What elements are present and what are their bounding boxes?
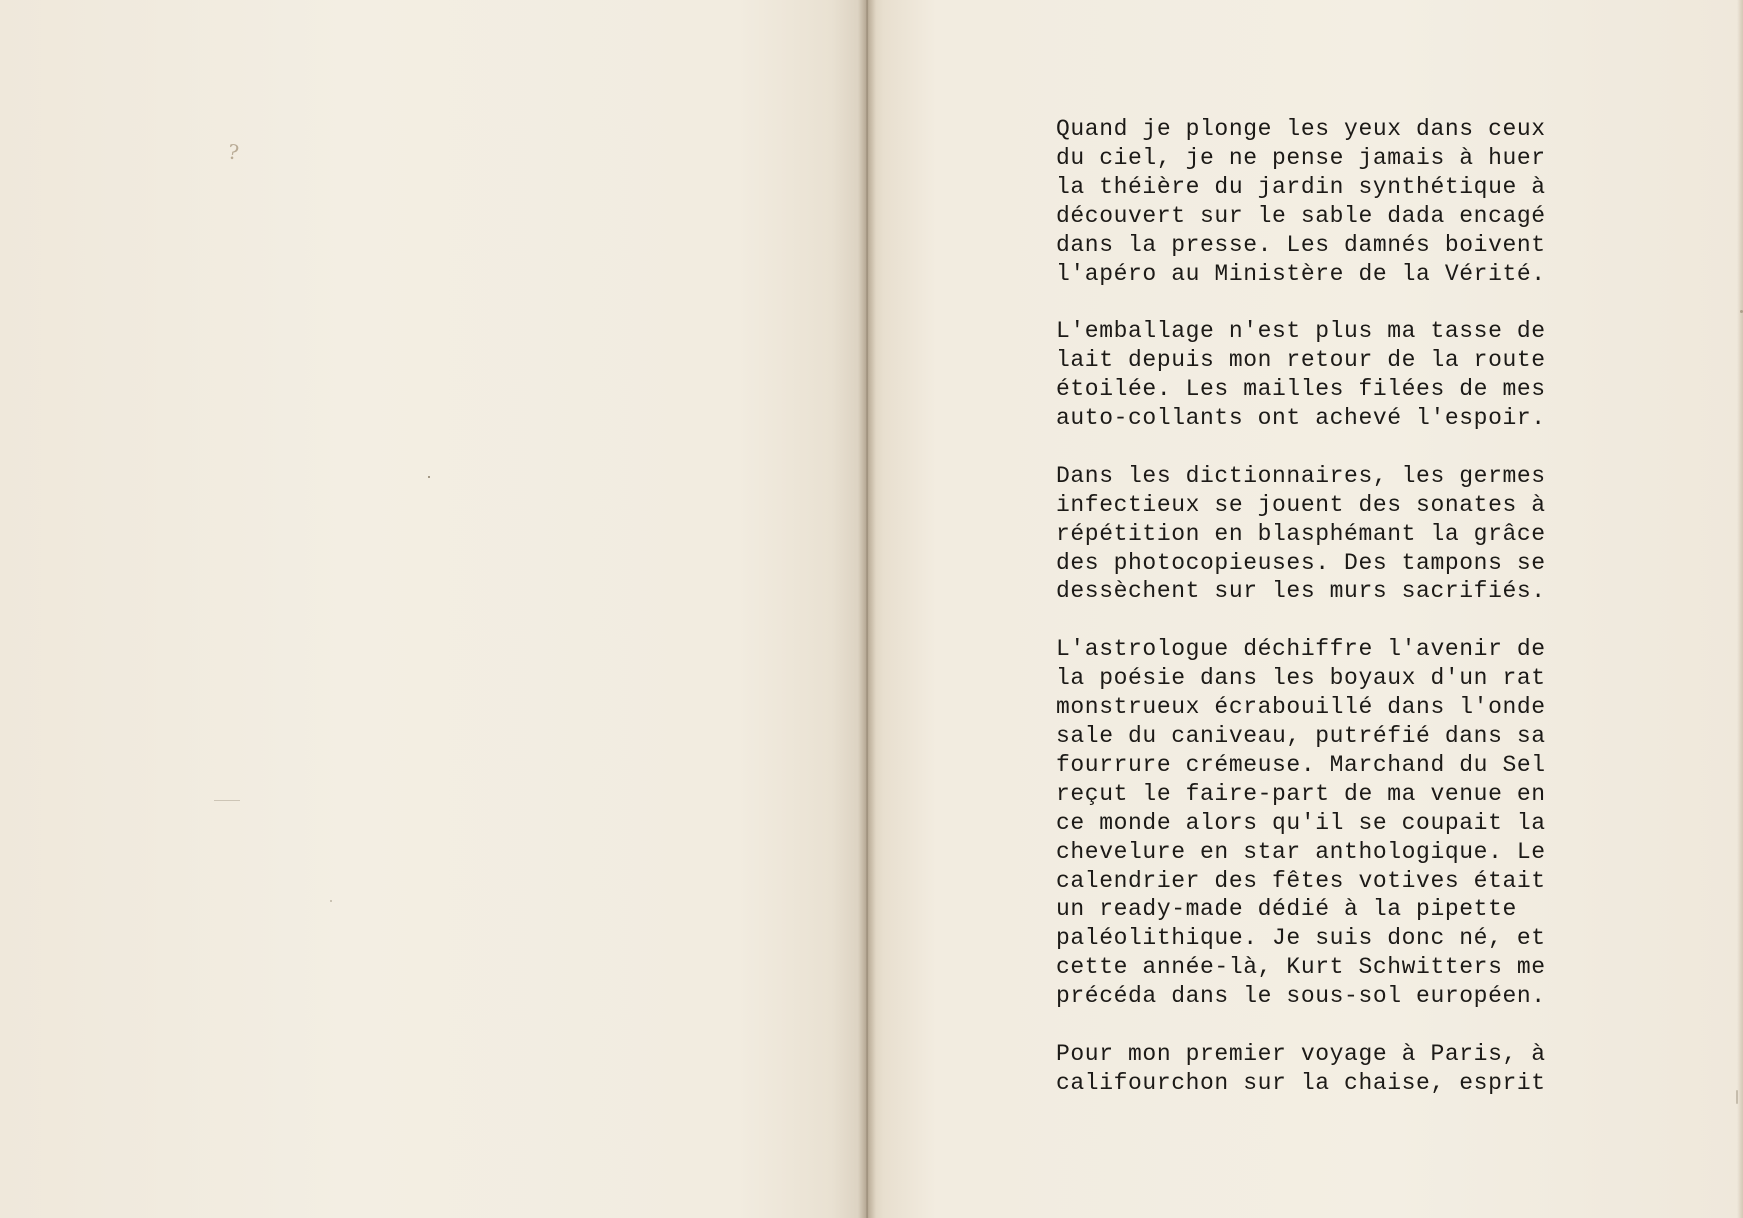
text-line: la théière du jardin synthétique à (1056, 173, 1546, 200)
text-line: monstrueux écrabouillé dans l'onde (1056, 694, 1546, 721)
page-edge (1737, 0, 1743, 1218)
text-line: lait depuis mon retour de la route (1056, 347, 1546, 374)
text-line: infectieux se jouent des sonates à (1056, 491, 1546, 518)
text-line: dans la presse. Les damnés boivent (1056, 231, 1546, 258)
text-line: L'emballage n'est plus ma tasse de (1056, 318, 1546, 345)
text-line: chevelure en star anthologique. Le (1056, 838, 1546, 865)
text-line: fourrure crémeuse. Marchand du Sel (1056, 751, 1546, 778)
text-line: Dans les dictionnaires, les germes (1056, 462, 1546, 489)
text-line: calendrier des fêtes votives était (1056, 867, 1546, 894)
text-line: paléolithique. Je suis donc né, et (1056, 925, 1546, 952)
paper-speck (428, 476, 430, 478)
book-gutter (858, 0, 876, 1218)
text-line: sale du caniveau, putréfié dans sa (1056, 722, 1546, 749)
text-line: reçut le faire-part de ma venue en (1056, 780, 1546, 807)
text-line: Quand je plonge les yeux dans ceux (1056, 116, 1546, 142)
text-line: Pour mon premier voyage à Paris, à (1056, 1040, 1546, 1067)
paragraph-4 (1056, 635, 1576, 1011)
text-line: du ciel, je ne pense jamais à huer (1056, 144, 1546, 171)
text-line: l'apéro au Ministère de la Vérité. (1056, 260, 1546, 287)
text-line: auto-collants ont achevé l'espoir. (1056, 405, 1546, 432)
pencil-mark: ? (226, 139, 241, 165)
text-line: précéda dans le sous-sol européen. (1056, 983, 1546, 1010)
paragraph-5 (1056, 1040, 1576, 1098)
paragraph-1 (1056, 115, 1576, 288)
paragraph-3 (1056, 462, 1576, 607)
text-line: L'astrologue déchiffre l'avenir de (1056, 636, 1546, 663)
text-line: la poésie dans les boyaux d'un rat (1056, 665, 1546, 692)
paragraph-2 (1056, 317, 1576, 433)
paper-speck (214, 800, 240, 801)
text-line: ce monde alors qu'il se coupait la (1056, 809, 1546, 836)
text-line: des photocopieuses. Des tampons se (1056, 549, 1546, 576)
text-line: califourchon sur la chaise, esprit (1056, 1069, 1546, 1096)
text-line: étoilée. Les mailles filées de mes (1056, 376, 1546, 403)
text-line: dessèchent sur les murs sacrifiés. (1056, 578, 1546, 605)
text-line: cette année-là, Kurt Schwitters me (1056, 954, 1546, 981)
text-line: répétition en blasphémant la grâce (1056, 520, 1546, 547)
left-page (0, 0, 866, 1218)
paper-speck (330, 900, 332, 902)
poem-text (1056, 115, 1576, 1127)
text-line: un ready-made dédié à la pipette (1056, 896, 1517, 923)
text-line: découvert sur le sable dada encagé (1056, 202, 1546, 229)
